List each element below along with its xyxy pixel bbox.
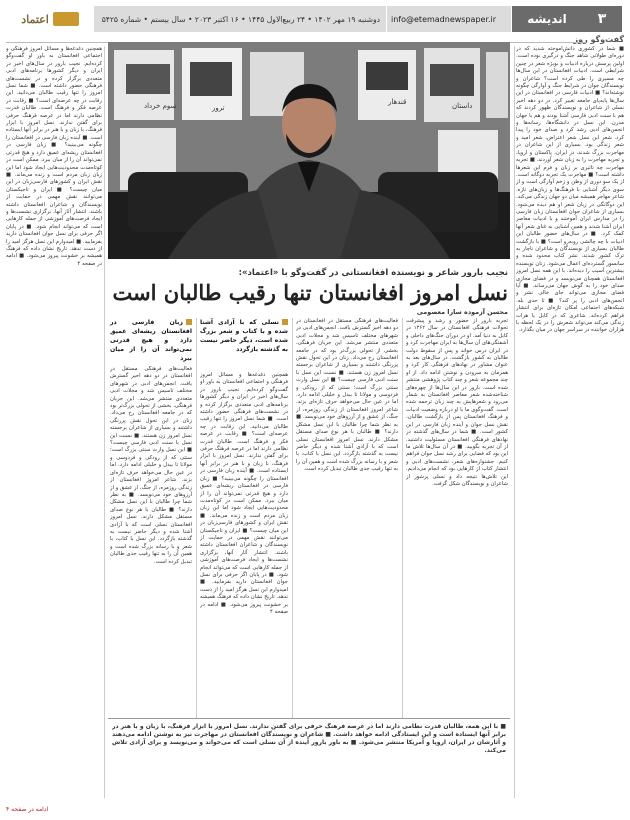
poster-text: قندهار bbox=[388, 98, 407, 106]
article-kicker: نجیب بارور شاعر و نویسنده افغانستانی در گفت‌وگو با «اعتماد»: bbox=[238, 268, 508, 278]
column-divider bbox=[514, 46, 515, 798]
article-title: نسل امروز افغانستان تنها رقیب طالبان است bbox=[112, 280, 508, 305]
column-right: ■ شما در کشوری دانش‌آموخته شدید که در دوره‌ای طولانی شاهد جنگ و درگیری بوده است. اولین پرسش درباره ادبیات و بویژه شعر در چنین شرایطی است. ادبیات افغانستان در این سال‌ها چه مسیری را طی کرده است؟ شاعران و نویسندگان جوان در شرایط جنگ و آوارگی چگونه نوشته‌اند؟ ■ ادبیات فارسی در افغانستان در این سال‌ها پابه‌پای جامعه تغییر کرد. در دو دهه اخیر نسلی از شاعران و نویسندگان ظهور کردند که هم با سنت ادبی فارسی آشنا بودند و هم با جهان مدرن. این نسل در دانشگاه‌ها، رسانه‌ها و انجمن‌های ادبی رشد کرد و صدای خود را پیدا کرد. شعر این نسل شعر اعتراض، شعر امید و شعر زندگی بود. بسیاری از این شاعران در مهاجرت بزرگ شدند، در ایران، پاکستان و اروپا، و تجربه مهاجرت را به زبان شعر آوردند. ■ تجربه مهاجرت چه تاثیری بر زبان و فرم این شعرها داشته است؟ ■ مهاجرت یک تجربه دوگانه است. از یک سو دوری از وطن و زخم آوارگی است و از سوی دیگر آشنایی با فرهنگ‌ها و زبان‌های تازه. شاعر مهاجر همیشه میان دو جهان زندگی می‌کند. این دوگانگی در زبان شعر او هم دیده می‌شود. بسیاری از شاعران جوان افغانستان زبان فارسی را در مدارس ایران آموختند و با ادبیات معاصر ایران آشنا شدند و همین آشنایی به غنای شعر آنها کمک کرد. ■ در سال‌های حضور طالبان این ادبیات با چه چالشی روبه‌رو است؟ ■ با بازگشت طالبان بسیاری از نویسندگان و شاعران ناچار به ترک کشور شدند. نشر کتاب محدود شده و سانسور گسترده‌ای اعمال می‌شود. زنان نویسنده بیشترین آسیب را دیده‌اند. با این همه نسل امروز افغانستان همچنان می‌نویسد و در فضای مجازی صدای خود را به گوش جهان می‌رساند. ■ آیا فضای مجازی می‌تواند جای خالی نشر و انجمن‌های ادبی را پر کند؟ ■ تا حدی بله. شبکه‌های اجتماعی امکان تازه‌ای برای انتشار فراهم کرده‌اند. شاعری که در کابل یا هرات زندگی می‌کند می‌تواند شعرش را در یک لحظه با هزاران خواننده در سراسر جهان در میان بگذارد. bbox=[516, 46, 624, 334]
article-byline: محسن آزموده سارا معصومی bbox=[416, 308, 508, 316]
column-center-left: فعالیت‌های فرهنگی مستقل در افغانستان در دو دهه اخیر گسترش یافت. انجمن‌های ادبی در شهرهای مختلف تاسیس شد و مجلات ادبی متعددی منتشر می‌شد. این جریان فرهنگی، بخشی از تحولی بزرگ‌تر بود که در جامعه افغانستان رخ می‌داد. زنان در این تحول نقش پررنگی داشتند و بسیاری از شاعران برجسته نسل امروز زن هستند. ■ نسبت این نسل با سنت ادبی فارسی چیست؟ ■ این نسل وارث سنتی بزرگ است؛ سنتی که از رودکی و فردوسی و مولانا تا بیدل و خلیلی ادامه دارد. اما در عین حال می‌خواهد حرف تازه‌ای بزند. شاعر امروز افغانستان از زندگی روزمره، از جنگ، از عشق و از آرزوهای خود می‌نویسد. ■ به نظر شما چرا طالبان با این نسل مشکل دارند؟ ■ طالبان با هر نوع صدای مستقل مشکل دارند. نسل امروز افغانستان نسلی است که با آزادی آشنا شده و دیگر حاضر نیست به گذشته بازگردد. این نسل با کتاب، با شعر و با رسانه بزرگ شده است و همین آن را به تنها رقیب جدی طالبان تبدیل کرده است. bbox=[110, 366, 192, 565]
logo-mark-icon bbox=[53, 12, 79, 26]
pull-quote-text: زبان فارسی در افغانستان ریشه‌ای عمیق دارد و هیچ قدرتی نمی‌تواند آن را از میان ببرد bbox=[110, 319, 192, 362]
page-header bbox=[6, 6, 624, 32]
column-left: همچنین دغدغه‌ها و مسائل امروز فرهنگی و اجتماعی افغانستان به باور او گفت‌وگو کرده‌ایم. نجیب بارور در سال‌های اخیر در ایران و دیگر کشورها برنامه‌های ادبی متعددی برگزار کرده و در نشست‌های فرهنگی حضور داشته است. ■ شما نسل امروز را تنها رقیب طالبان می‌دانید. این رقابت در چه عرصه‌ای است؟ ■ رقابت در عرصه فکر و فرهنگ است. طالبان قدرت نظامی دارند اما در عرصه فرهنگ حرفی برای گفتن ندارند. نسل امروز با ابزار فرهنگ، با زبان و با هنر در برابر آنها ایستاده است. ■ آینده زبان فارسی در افغانستان را چگونه می‌بینید؟ ■ زبان فارسی در افغانستان ریشه‌ای عمیق دارد و هیچ قدرتی نمی‌تواند آن را از میان ببرد. ممکن است در کوتاه‌مدت محدودیت‌هایی ایجاد شود اما این زبان زبان مردم است و زنده می‌ماند. ■ نقش ایران و کشورهای فارسی‌زبان در این میان چیست؟ ■ ایران و تاجیکستان می‌توانند نقش مهمی در حمایت از نویسندگان و شاعران افغانستان داشته باشند. انتشار آثار آنها، برگزاری نشست‌ها و ایجاد فرصت‌های آموزشی از جمله کارهایی است که می‌تواند انجام شود. ■ در پایان اگر حرفی برای نسل جوان افغانستان دارید بفرمایید. ■ امیدوارم این نسل هرگز امید را از دست ندهد. تاریخ نشان داده که فرهنگ همیشه بر خشونت پیروز می‌شود. ■ ادامه در صفحه ۴ bbox=[6, 46, 102, 267]
brand-logo bbox=[6, 6, 94, 32]
page-number: ۳ bbox=[582, 6, 624, 32]
pull-quote bbox=[110, 318, 192, 363]
issue-date: دوشنبه ۱۹ مهر ۱۴۰۲ • ۲۴ ربیع‌الاول ۱۴۴۵ • ۱۶ اکتبر ۲۰۲۳ • سال بیستم • شماره ۵۴۲۵ bbox=[94, 6, 386, 32]
quote-marker-icon bbox=[186, 319, 192, 325]
continued-note[interactable]: ادامه در صفحه ۴ bbox=[6, 806, 49, 813]
poster-text: ترور bbox=[212, 104, 225, 112]
poster-text: داستان bbox=[452, 102, 473, 110]
sub-section-label: گفت‌وگو روز bbox=[573, 35, 624, 44]
column-center: همچنین دغدغه‌ها و مسائل امروز فرهنگی و اجتماعی افغانستان به باور او گفت‌وگو کرده‌ایم. نجیب بارور در سال‌های اخیر در ایران و دیگر کشورها برنامه‌های ادبی متعددی برگزار کرده و در نشست‌های فرهنگی حضور داشته است. ■ شما نسل امروز را تنها رقیب طالبان می‌دانید. این رقابت در چه عرصه‌ای است؟ ■ رقابت در عرصه فکر و فرهنگ است. طالبان قدرت نظامی دارند اما در عرصه فرهنگ حرفی برای گفتن ندارند. نسل امروز با ابزار فرهنگ، با زبان و با هنر در برابر آنها ایستاده است. ■ آینده زبان فارسی در افغانستان را چگونه می‌بینید؟ ■ زبان فارسی در افغانستان ریشه‌ای عمیق دارد و هیچ قدرتی نمی‌تواند آن را از میان ببرد. ممکن است در کوتاه‌مدت محدودیت‌هایی ایجاد شود اما این زبان زبان مردم است و زنده می‌ماند. ■ نقش ایران و کشورهای فارسی‌زبان در این میان چیست؟ ■ ایران و تاجیکستان می‌توانند نقش مهمی در حمایت از نویسندگان و شاعران افغانستان داشته باشند. انتشار آثار آنها، برگزاری نشست‌ها و ایجاد فرصت‌های آموزشی از جمله کارهایی است که می‌تواند انجام شود. ■ در پایان اگر حرفی برای نسل جوان افغانستان دارید بفرمایید. ■ امیدوارم این نسل هرگز امید را از دست ندهد. تاریخ نشان داده که فرهنگ همیشه بر خشونت پیروز می‌شود. ■ ادامه در صفحه ۴ bbox=[200, 372, 288, 615]
column-divider bbox=[196, 318, 197, 718]
poster-text: سوم خرداد bbox=[144, 102, 177, 110]
email-address[interactable]: info@etemadnewspaper.ir bbox=[386, 6, 512, 32]
brand-name: اعتماد bbox=[21, 12, 49, 26]
pull-quote-text: نسلی که با آزادی آشنا شده و با کتاب و شعر بزرگ شده است، دیگر حاضر نیست به گذشته بازگردد bbox=[200, 319, 288, 353]
column-divider bbox=[292, 318, 293, 718]
column-mid-left: فعالیت‌های فرهنگی مستقل در افغانستان در دو دهه اخیر گسترش یافت. انجمن‌های ادبی در شهرهای مختلف تاسیس شد و مجلات ادبی متعددی منتشر می‌شد. این جریان فرهنگی، بخشی از تحولی بزرگ‌تر بود که در جامعه افغانستان رخ می‌داد. زنان در این تحول نقش پررنگی داشتند و بسیاری از شاعران برجسته نسل امروز زن هستند. ■ نسبت این نسل با سنت ادبی فارسی چیست؟ ■ این نسل وارث سنتی بزرگ است؛ سنتی که از رودکی و فردوسی و مولانا تا بیدل و خلیلی ادامه دارد. اما در عین حال می‌خواهد حرف تازه‌ای بزند. شاعر امروز افغانستان از زندگی روزمره، از جنگ، از عشق و از آرزوهای خود می‌نویسد. ■ به نظر شما چرا طالبان با این نسل مشکل دارند؟ ■ طالبان با هر نوع صدای مستقل مشکل دارند. نسل امروز افغانستان نسلی است که با آزادی آشنا شده و دیگر حاضر نیست به گذشته بازگردد. این نسل با کتاب، با شعر و با رسانه بزرگ شده است و همین آن را به تنها رقیب جدی طالبان تبدیل کرده است. bbox=[296, 318, 398, 473]
column-mid-right: تجربه بارور از حضور و رشد و پیشرفت تحولات فرهنگی افغانستان در سال ۱۳۶۲ در کابل به دنیا آمد. او در دوران جنگ‌های داخلی و آشفتگی‌های آن سال‌ها به ایران مهاجرت کرد و در ایران درس خواند و پس از سقوط دولت طالبان به کشور بازگشت. در سال‌های بعد به عنوان مشاور در نهادهای فرهنگی کار کرد و همزمان به سرودن و نوشتن ادامه داد. از او چند مجموعه شعر و چند کتاب پژوهشی منتشر شده است. بارور در این سال‌ها از چهره‌های شناخته‌شده شعر معاصر افغانستان به شمار می‌رود و شعرهایش به چند زبان ترجمه شده است. گفت‌وگوی ما با او درباره وضعیت ادبیات و فرهنگ افغانستان پس از بازگشت طالبان، نقش نسل جوان و آینده زبان فارسی در این کشور است. ■ شما در سال‌های گذشته در نهادهای فرهنگی افغانستان مسئولیت داشتید. از آن تجربه بگویید. ■ در آن سال‌ها تلاش ما این بود که فضایی برای رشد نسل جوان فراهم کنیم. جشنواره‌های شعر، نشست‌های ادبی و انتشار کتاب از کارهایی بود که انجام می‌دادیم. این تلاش‌ها نتیجه داد و نسلی پرشور از شاعران و نویسندگان شکل گرفت. bbox=[406, 318, 508, 487]
bottom-summary-box bbox=[108, 718, 510, 799]
column-divider bbox=[402, 318, 403, 718]
portrait-illustration bbox=[108, 42, 510, 259]
bottom-summary-text: ■ با این همه، طالبان قدرت نظامی دارند اما در عرصه فرهنگ حرفی برای گفتن ندارند. نسل امروز با ابزار فرهنگ، با زبان و با هنر در برابر آنها ایستاده است و این ایستادگی ادامه خواهد داشت. ■ شاعران و نویسندگان افغانستان در مهاجرت نیز به نوشتن ادامه می‌دهند و آثارشان در ایران، اروپا و آمریکا منتشر می‌شود. ■ به باور بارور آینده از آن نسلی است که می‌خواند و می‌نویسد و برای آزادی تلاش می‌کند. bbox=[112, 723, 506, 754]
section-label: اندیشه bbox=[512, 6, 582, 32]
column-divider bbox=[104, 46, 105, 798]
quote-marker-icon bbox=[282, 319, 288, 325]
pull-quote bbox=[200, 318, 288, 354]
interview-photo bbox=[108, 42, 510, 259]
